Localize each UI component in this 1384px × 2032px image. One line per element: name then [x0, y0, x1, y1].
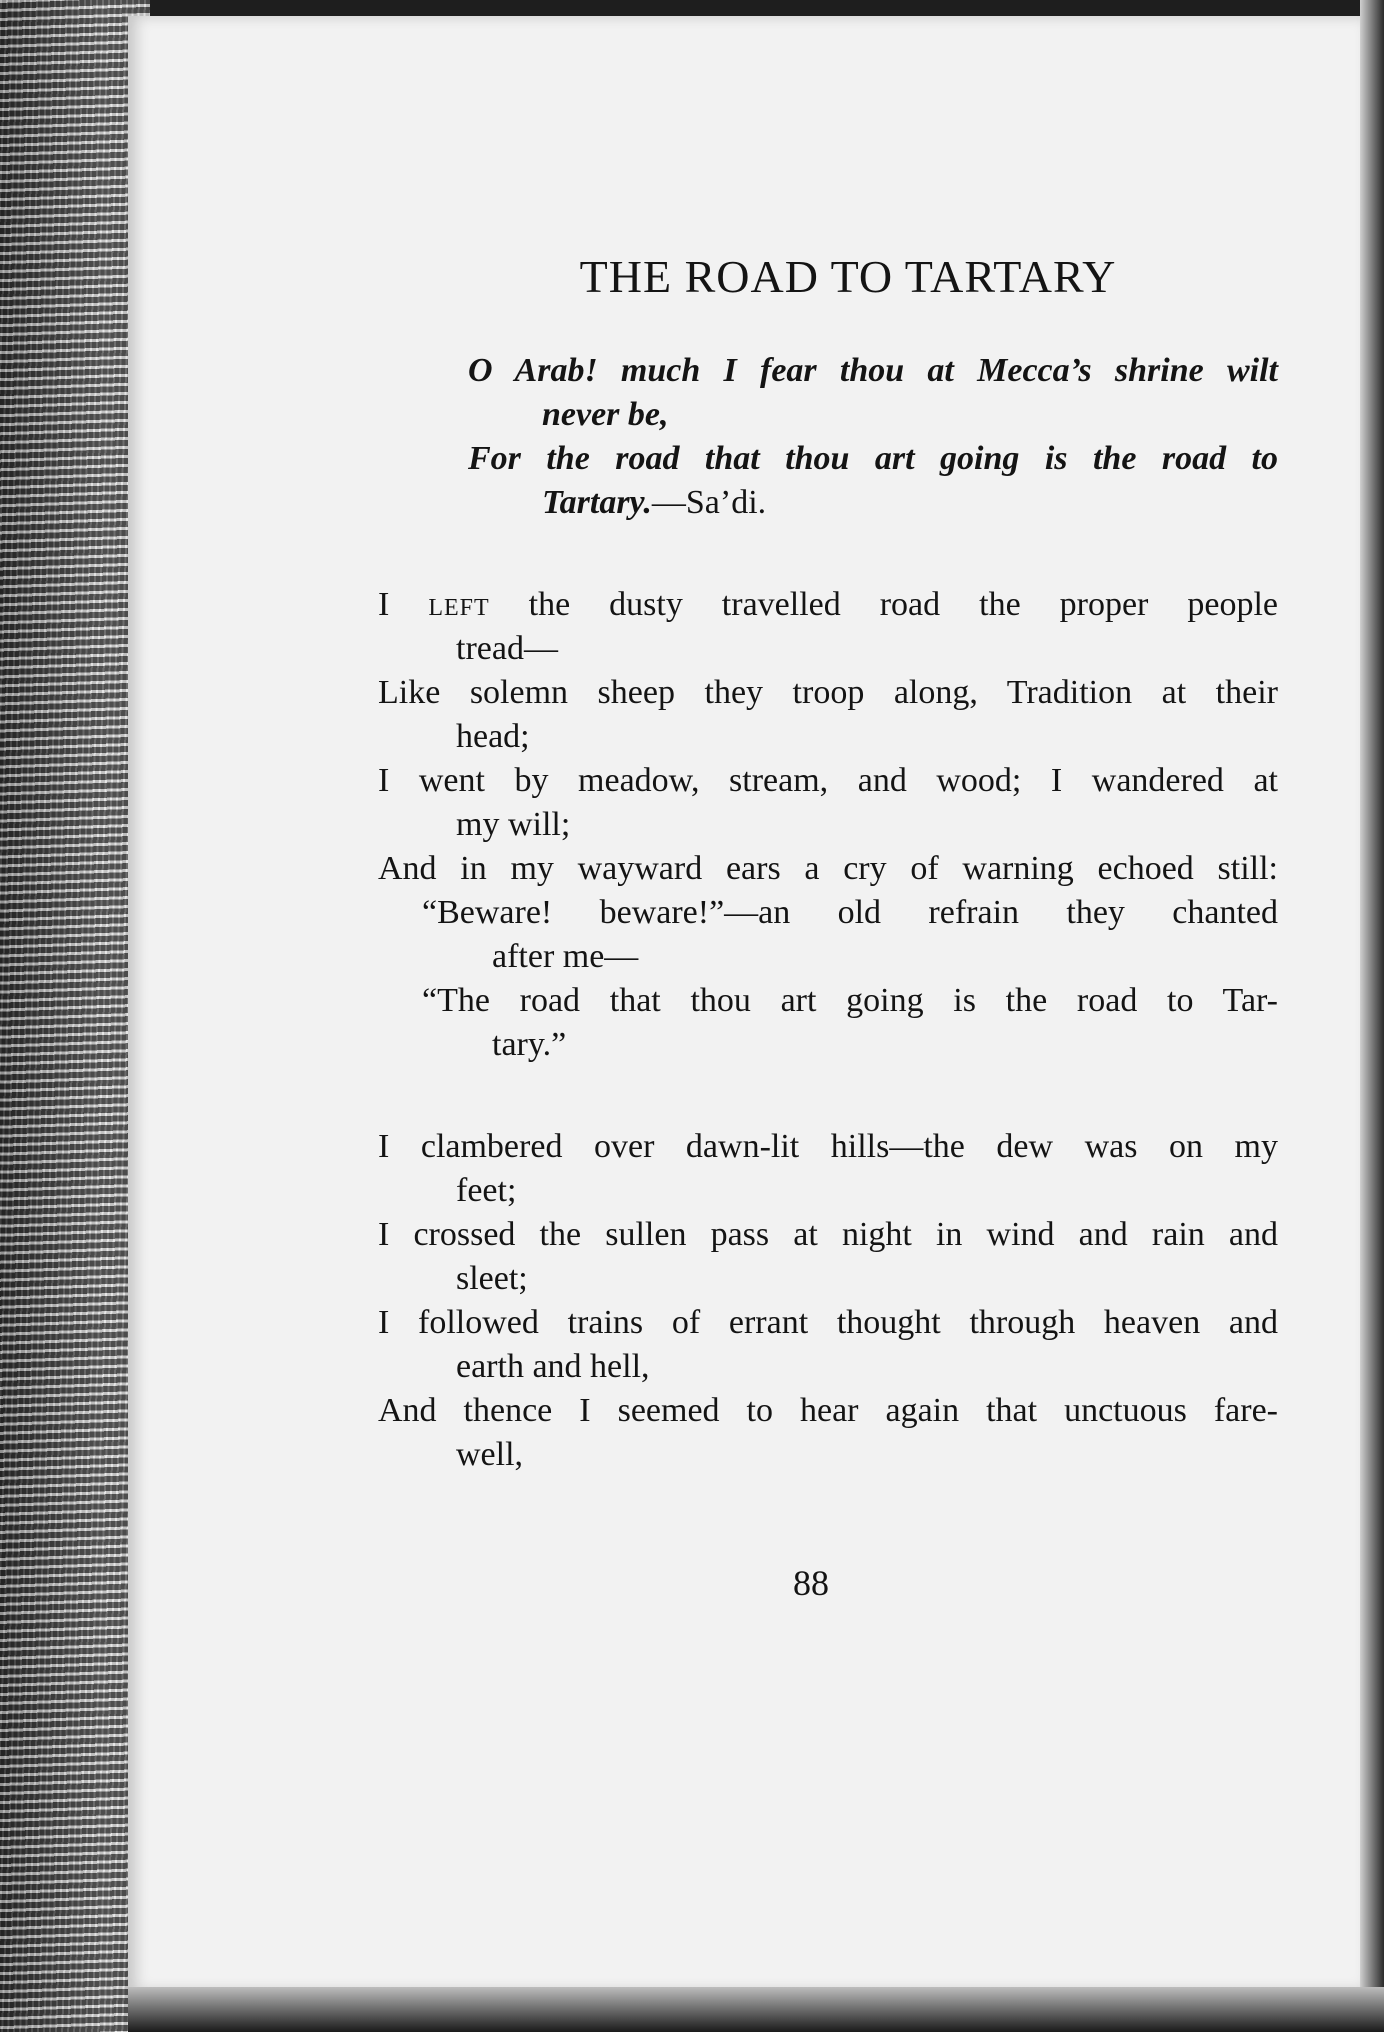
verse-line: I crossed the sullen pass at night in wind and rain and — [378, 1216, 1278, 1253]
verse-line: my will; — [456, 806, 571, 843]
verse-rest: the dusty travelled road the proper people — [489, 586, 1278, 623]
poem-text-block — [378, 250, 1278, 1535]
poem-title: THE ROAD TO TARTARY — [579, 251, 1117, 302]
verse-line: tread— — [456, 630, 558, 667]
verse-line: And in my wayward ears a cry of warning echoed still: — [378, 850, 1278, 887]
verse-line: sleet; — [456, 1260, 528, 1297]
bottom-page-edge — [128, 1987, 1384, 2032]
right-page-edge — [1360, 0, 1384, 2032]
verse-lead: I — [378, 586, 429, 623]
verse-line: feet; — [456, 1172, 517, 1209]
verse-line: tary.” — [492, 1026, 567, 1063]
epigraph-line: never be, — [542, 396, 669, 433]
epigraph-attribution: —Sa’di. — [651, 484, 767, 521]
verse-line: “The road that thou art going is the road to Tar- — [422, 982, 1278, 1019]
verse-line: Like solemn sheep they troop along, Tradition at their — [378, 674, 1278, 711]
verse-line: head; — [456, 718, 530, 755]
verse-line: I followed trains of errant thought through heaven and — [378, 1304, 1278, 1341]
verse-line: after me— — [492, 938, 639, 975]
verse-line: And thence I seemed to hear again that unctuous fare- — [378, 1392, 1278, 1429]
verse-line: I clambered over dawn-lit hills—the dew was on my — [378, 1128, 1278, 1165]
stanza-2 — [378, 1125, 1278, 1477]
verse-line: “Beware! beware!”—an old refrain they chanted — [422, 894, 1278, 931]
epigraph-line: O Arab! much I fear thou at Mecca’s shrine wilt — [468, 352, 1278, 389]
epigraph — [468, 349, 1278, 525]
epigraph-line: For the road that thou art going is the road to — [468, 440, 1278, 477]
page-number: 88 — [793, 1563, 829, 1603]
epigraph-line — [468, 481, 1278, 525]
epigraph-tartary: Tartary. — [542, 484, 652, 521]
verse-smallcaps: left — [428, 586, 490, 623]
stanza-1 — [378, 583, 1278, 1067]
verse-line: I went by meadow, stream, and wood; I wandered at — [378, 762, 1278, 799]
verse-line — [378, 583, 1278, 627]
verse-line: earth and hell, — [456, 1348, 650, 1385]
verse-line: well, — [456, 1436, 524, 1473]
